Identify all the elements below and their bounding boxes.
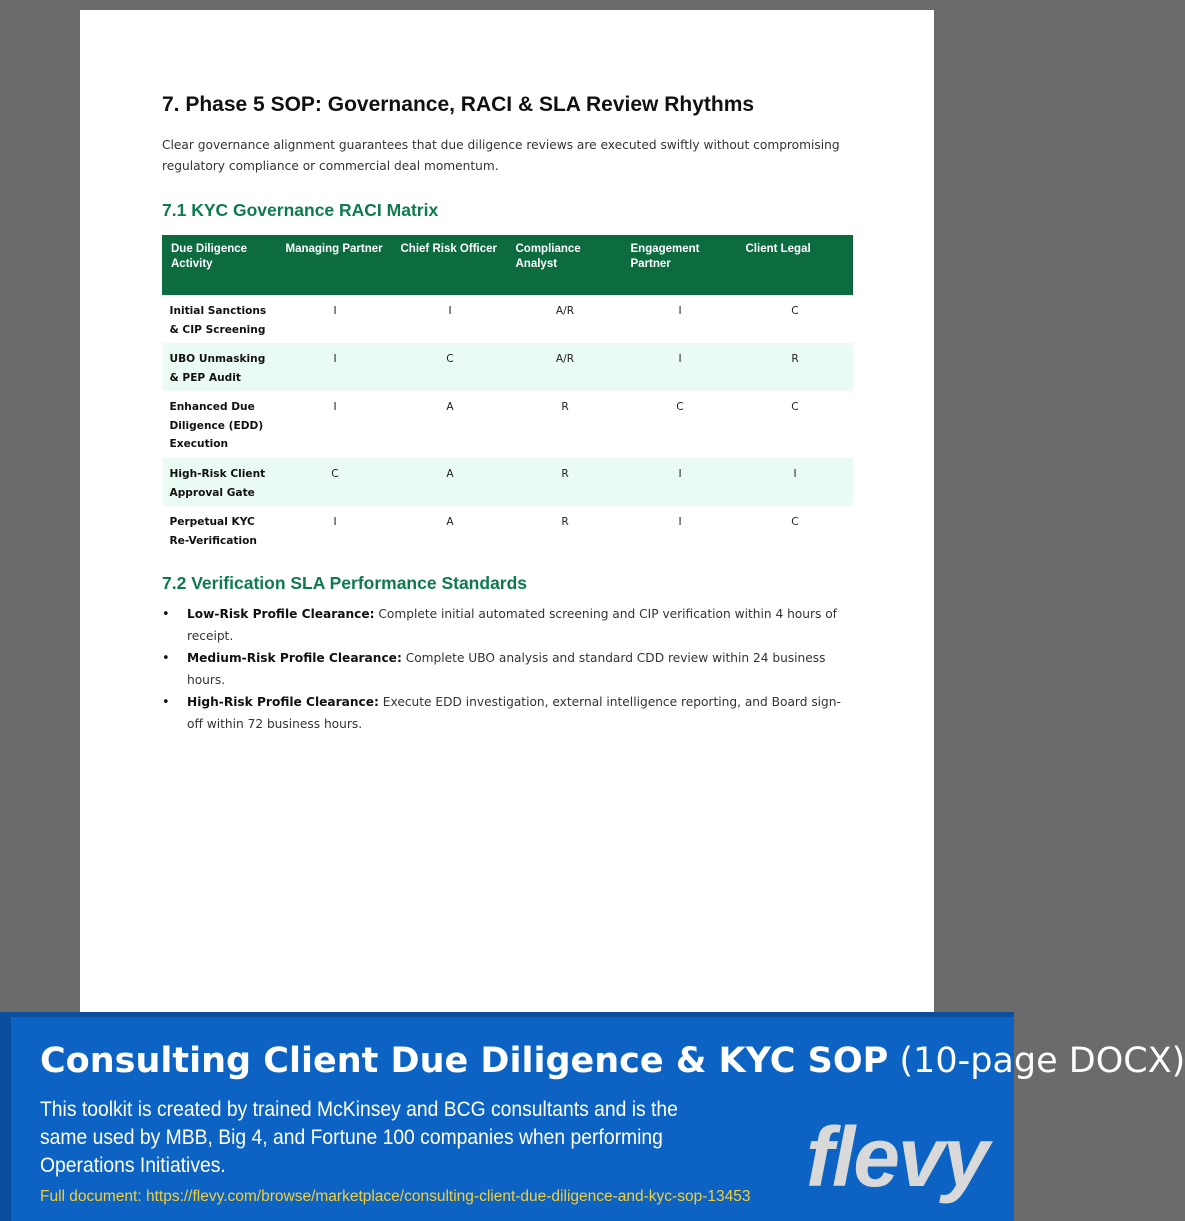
sla-list (162, 604, 852, 735)
raci-cell: I (678, 516, 682, 528)
sla-item-label: Medium-Risk Profile Clearance: (187, 651, 402, 665)
table-row (163, 295, 853, 343)
activity-cell: High-Risk Client Approval Gate (163, 458, 278, 506)
column-header-client-legal: Client Legal (738, 235, 853, 295)
banner-title-format: (10-page DOCX) (888, 1041, 1185, 1081)
column-header-activity: Due Diligence Activity (163, 235, 278, 295)
list-item (162, 648, 852, 691)
raci-matrix-table (162, 235, 853, 554)
raci-cell: R (561, 516, 569, 528)
activity-cell: Enhanced Due Diligence (EDD) Execution (169, 401, 264, 450)
banner-left-border (0, 1012, 11, 1221)
raci-cell: A/R (508, 343, 623, 391)
column-header-compliance-analyst: Compliance Analyst (508, 235, 623, 295)
banner-title (40, 1039, 1185, 1083)
raci-cell: R (561, 401, 569, 413)
raci-cell: A (446, 401, 454, 413)
bullet-icon: • (162, 695, 170, 710)
raci-cell: A (446, 516, 454, 528)
raci-cell: I (623, 458, 738, 506)
column-header-engagement-partner: Engagement Partner (623, 235, 738, 295)
document-page (80, 10, 934, 1012)
list-item (162, 604, 852, 647)
banner-title-bold: Consulting Client Due Diligence & KYC SOP (40, 1041, 889, 1081)
raci-cell: A (393, 458, 508, 506)
activity-cell: UBO Unmasking & PEP Audit (163, 343, 278, 391)
promo-banner (0, 1012, 1185, 1221)
raci-cell: R (738, 343, 853, 391)
column-header-chief-risk-officer: Chief Risk Officer (393, 235, 508, 295)
raci-cell: I (448, 305, 452, 317)
activity-cell: Perpetual KYC Re-Verification (169, 516, 257, 547)
raci-cell: C (393, 343, 508, 391)
table-header-row (163, 235, 853, 295)
raci-cell: C (791, 516, 799, 528)
sla-item-label: High-Risk Profile Clearance: (187, 695, 379, 709)
page-title: 7. Phase 5 SOP: Governance, RACI & SLA Review Rhythms (162, 93, 755, 116)
document-content (162, 90, 852, 736)
sla-section-heading: 7.2 Verification SLA Performance Standards (162, 573, 528, 593)
raci-cell: C (791, 305, 799, 317)
bullet-icon: • (162, 607, 170, 622)
banner-top-border (0, 1012, 1014, 1017)
raci-cell: I (278, 343, 393, 391)
raci-cell: I (623, 343, 738, 391)
flevy-logo[interactable]: flevy (806, 1110, 988, 1204)
table-row (163, 458, 853, 506)
sla-item-text: Execute EDD investigation, external intelligence reporting, and Board sign-off within 72 business hours. (187, 695, 841, 731)
sla-item-text: Complete initial automated screening and CIP verification within 4 hours of receipt. (187, 607, 837, 643)
raci-cell: I (678, 305, 682, 317)
table-row (163, 506, 853, 554)
bullet-icon: • (162, 651, 170, 666)
sla-item-label: Low-Risk Profile Clearance: (187, 607, 375, 621)
activity-cell: Initial Sanctions & CIP Screening (169, 305, 267, 336)
raci-cell: A/R (555, 305, 575, 317)
table-row (163, 391, 853, 458)
list-item (162, 692, 852, 735)
table-row (163, 343, 853, 391)
full-document-link[interactable]: Full document: https://flevy.com/browse/marketplace/consulting-client-due-diligence-and-kyc-sop-13453 (40, 1188, 751, 1205)
intro-paragraph: Clear governance alignment guarantees that due diligence reviews are executed swiftly without compromising regulatory compliance or commercial deal momentum. (162, 138, 840, 173)
raci-cell: C (676, 401, 684, 413)
sla-item-text: Complete UBO analysis and standard CDD review within 24 business hours. (187, 651, 826, 687)
raci-cell: I (333, 516, 337, 528)
banner-description: This toolkit is created by trained McKinsey and BCG consultants and is the same used by MBB, Big 4, and Fortune 100 companies when performing Operations Initiatives. (40, 1098, 678, 1177)
raci-section-heading: 7.1 KYC Governance RACI Matrix (162, 200, 439, 220)
raci-cell: R (508, 458, 623, 506)
raci-cell: I (333, 401, 337, 413)
raci-cell: C (791, 401, 799, 413)
raci-cell: I (333, 305, 337, 317)
raci-cell: C (278, 458, 393, 506)
raci-cell: I (738, 458, 853, 506)
column-header-managing-partner: Managing Partner (278, 235, 393, 295)
